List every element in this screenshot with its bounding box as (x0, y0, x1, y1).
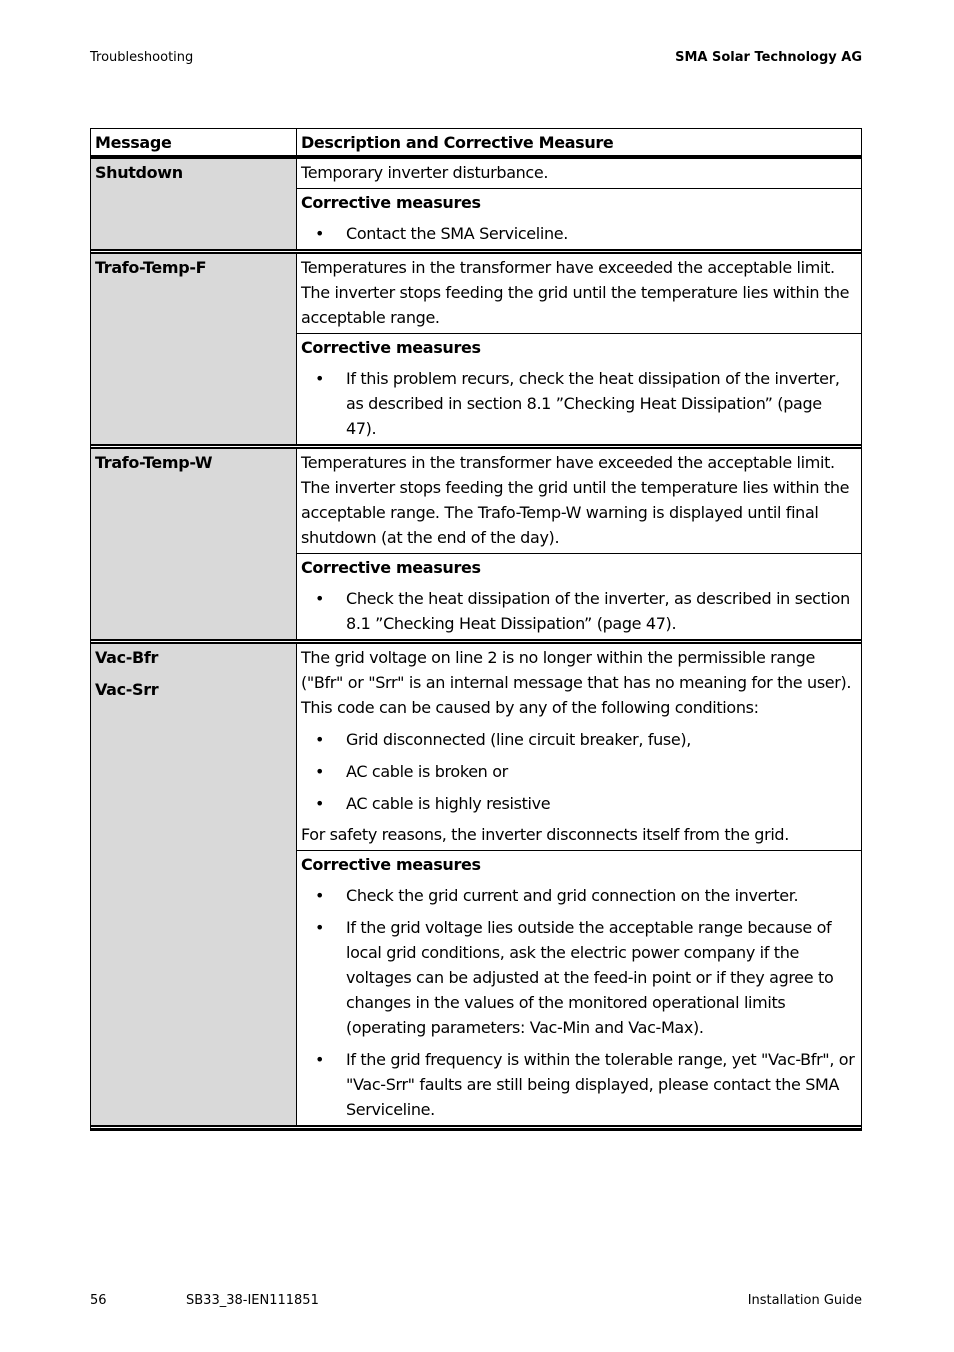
list-item (301, 791, 855, 816)
corrective-block (297, 851, 861, 1125)
bullet-icon: • (315, 762, 325, 781)
description-cell (297, 644, 861, 1125)
corrective-list (301, 366, 855, 441)
list-item (301, 1047, 855, 1122)
corrective-title: Corrective measures (301, 855, 481, 874)
message-cell (91, 159, 297, 249)
bullet-icon: • (315, 224, 325, 243)
description-block (297, 644, 861, 851)
message-cell (91, 644, 297, 1125)
description-cell (297, 449, 861, 639)
bullet-icon: • (315, 369, 325, 388)
list-item-text: If the grid voltage lies outside the acceptable range because of local grid conditions, ask the electric power company if the voltages can be adjusted at the feed-in point or if they agree to changes in the values of the monitored operational limits (operating parameters: Vac-Min and Vac-Max). (346, 918, 834, 1037)
list-item-text: If this problem recurs, check the heat dissipation of the inverter, as described in section 8.1 ”Checking Heat Dissipation” (page 47). (346, 369, 840, 438)
list-item (301, 883, 855, 908)
description-text: The grid voltage on line 2 is no longer within the permissible range ("Bfr" or "Srr" is an internal message that has no meaning for the user). This code can be caused by any of the following conditions: (301, 648, 852, 717)
bullet-icon: • (315, 918, 325, 937)
message-code: Shutdown (95, 163, 183, 182)
corrective-list (301, 221, 855, 246)
header-company: SMA Solar Technology AG (675, 50, 862, 65)
corrective-list (301, 883, 855, 1122)
corrective-title: Corrective measures (301, 338, 481, 357)
description-text: Temperatures in the transformer have exceeded the acceptable limit. The inverter stops feeding the grid until the temperature lies within the acceptable range. The Trafo-Temp-W warning is displayed until final shutdown (at the end of the day). (301, 453, 850, 547)
description-text: Temporary inverter disturbance. (301, 163, 549, 182)
message-code: Vac-Srr (95, 680, 159, 699)
bullet-icon: • (315, 589, 325, 608)
description-cell (297, 159, 861, 249)
bullet-icon: • (315, 886, 325, 905)
table-row (91, 444, 861, 639)
description-block (297, 159, 861, 189)
list-item-text: Contact the SMA Serviceline. (346, 224, 568, 243)
corrective-block (297, 554, 861, 639)
corrective-block (297, 189, 861, 249)
list-item-text: AC cable is highly resistive (346, 794, 551, 813)
list-item (301, 586, 855, 636)
description-text-after: For safety reasons, the inverter disconnects itself from the grid. (301, 825, 789, 844)
corrective-title: Corrective measures (301, 558, 481, 577)
footer-page-number: 56 (90, 1293, 107, 1308)
column-header-message: Message (91, 129, 297, 155)
troubleshooting-table (90, 128, 862, 1131)
message-cell (91, 449, 297, 639)
table-row (91, 639, 861, 1130)
list-item-text: AC cable is broken or (346, 762, 508, 781)
bullet-icon: • (315, 1050, 325, 1069)
message-code: Vac-Bfr (95, 648, 159, 667)
message-code: Trafo-Temp-F (95, 258, 207, 277)
table-header-row (91, 129, 861, 159)
bullet-icon: • (315, 730, 325, 749)
corrective-block (297, 334, 861, 444)
description-block (297, 254, 861, 334)
list-item (301, 915, 855, 1040)
footer-doc-id: SB33_38-IEN111851 (186, 1293, 319, 1308)
description-block (297, 449, 861, 554)
list-item-text: If the grid frequency is within the tolerable range, yet "Vac-Bfr", or "Vac-Srr" faults are still being displayed, please contact the SMA Serviceline. (346, 1050, 855, 1119)
list-item-text: Check the grid current and grid connection on the inverter. (346, 886, 799, 905)
message-code: Trafo-Temp-W (95, 453, 213, 472)
conditions-list (301, 727, 855, 816)
list-item-text: Check the heat dissipation of the inverter, as described in section 8.1 ”Checking Heat Dissipation” (page 47). (346, 589, 850, 633)
header-section: Troubleshooting (90, 50, 194, 65)
corrective-title: Corrective measures (301, 193, 481, 212)
list-item (301, 727, 855, 752)
list-item (301, 366, 855, 441)
list-item-text: Grid disconnected (line circuit breaker, fuse), (346, 730, 692, 749)
message-cell (91, 254, 297, 444)
bullet-icon: • (315, 794, 325, 813)
corrective-list (301, 586, 855, 636)
list-item (301, 759, 855, 784)
column-header-description: Description and Corrective Measure (301, 133, 614, 152)
footer-doc-type: Installation Guide (747, 1293, 862, 1308)
table-row (91, 159, 861, 249)
table-row (91, 249, 861, 444)
list-item (301, 221, 855, 246)
description-cell (297, 254, 861, 444)
description-text: Temperatures in the transformer have exceeded the acceptable limit. The inverter stops feeding the grid until the temperature lies within the acceptable range. (301, 258, 850, 327)
